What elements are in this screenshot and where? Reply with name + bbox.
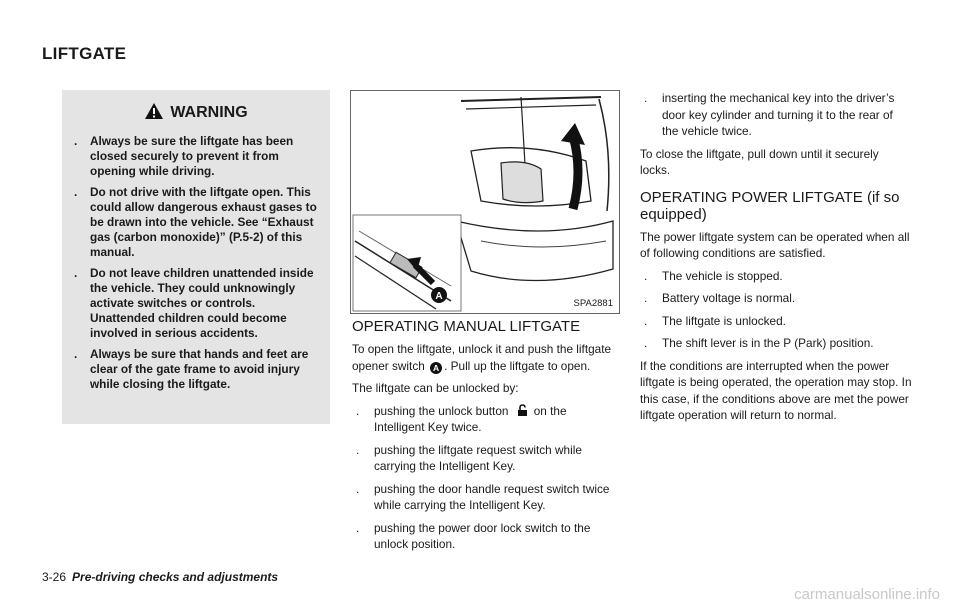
liftgate-illustration: [350, 90, 620, 314]
liftgate-drawing: [351, 91, 619, 313]
power-note: If the conditions are interrupted when the power liftgate is being operated, the operation may stop. In this case, if the conditions above are met the power liftgate operation will return to normal.: [640, 358, 912, 422]
warning-item: . Do not leave children unattended inside the vehicle. They could unknowingly activate switches or controls. Unattended children could become involved in serious accidents.: [74, 266, 314, 340]
warning-box: [62, 90, 330, 424]
power-liftgate-heading: OPERATING POWER LIFTGATE (if so equipped): [640, 188, 900, 223]
list-item: . pushing the power door lock switch to the unlock position.: [356, 520, 591, 551]
conditions-list: [640, 268, 912, 352]
list-item: . pushing the door handle request switch twice while carrying the Intelligent Key.: [356, 481, 610, 512]
footer-section: Pre-driving checks and adjustments: [72, 570, 279, 584]
list-item: . pushing the liftgate request switch while carrying the Intelligent Key.: [356, 442, 582, 473]
close-paragraph: To close the liftgate, pull down until it securely locks.: [640, 146, 879, 177]
list-item: . The liftgate is unlocked.: [644, 313, 786, 328]
warning-item: . Do not drive with the liftgate open. This could allow dangerous exhaust gases to be drawn into the vehicle. See “Exhaust gas (carbon monoxide)” (P.5-2) of this manual.: [74, 185, 317, 259]
list-item: . Battery voltage is normal.: [644, 291, 796, 305]
list-item: . pushing the unlock button on the Intelligent Key twice.: [356, 403, 567, 434]
warning-list: [72, 134, 322, 398]
power-liftgate-column: [640, 90, 912, 430]
callout-a-icon: A: [430, 362, 442, 374]
warning-item: . Always be sure that hands and feet are clear of the gate frame to avoid injury while closing the liftgate.: [74, 347, 309, 391]
manual-open-paragraph: To open the liftgate, unlock it and push the liftgate opener switch A . Pull up the liftgate to open.: [352, 342, 612, 373]
section-title: LIFTGATE: [42, 44, 127, 63]
warning-title: WARNING: [170, 104, 248, 121]
warning-item: . Always be sure the liftgate has been closed securely to prevent it from opening while driving.: [74, 134, 294, 178]
callout-a: A: [435, 291, 443, 302]
unlock-intro: The liftgate can be unlocked by:: [352, 381, 519, 395]
unlock-button-icon: [516, 404, 530, 417]
power-intro: The power liftgate system can be operated when all of following conditions are satisfied.: [640, 229, 910, 260]
page-footer: [42, 570, 278, 584]
list-item: . inserting the mechanical key into the driver’s door key cylinder and turning it to the rear of the vehicle twice.: [644, 91, 895, 138]
unlock-methods-list-continued: [640, 90, 912, 140]
figure-code: SPA2881: [573, 298, 613, 309]
warning-heading: [62, 102, 330, 122]
list-item: . The shift lever is in the P (Park) position.: [644, 336, 874, 350]
unlock-methods-list: [352, 403, 618, 553]
manual-liftgate-section: [352, 318, 618, 559]
list-item: . The vehicle is stopped.: [644, 268, 783, 283]
watermark: carmanualsonline.info: [794, 586, 940, 603]
page-number: 3-26: [42, 570, 67, 584]
manual-liftgate-heading: OPERATING MANUAL LIFTGATE: [352, 318, 581, 335]
warning-triangle-icon: [144, 102, 164, 120]
